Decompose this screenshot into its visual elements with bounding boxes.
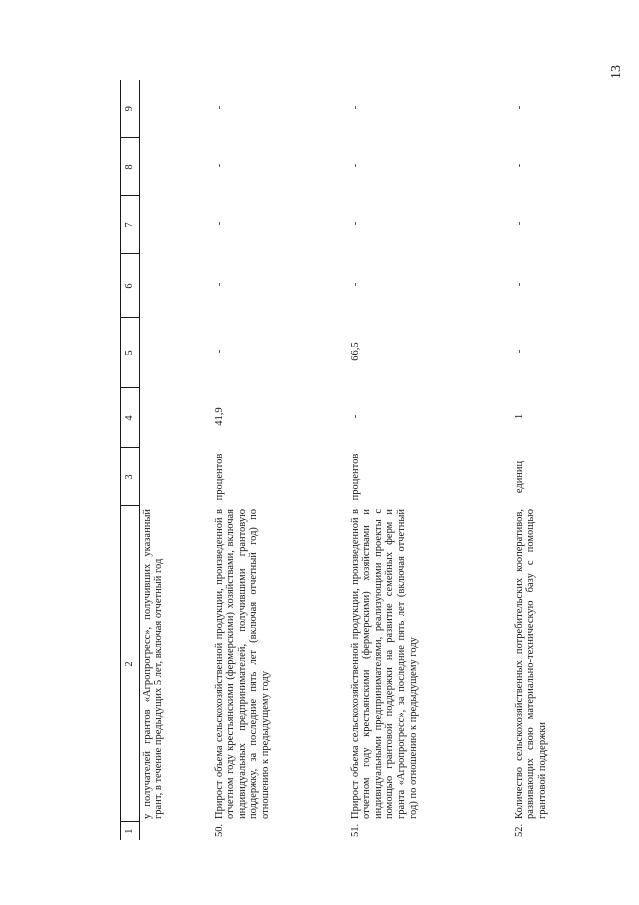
- unit: [139, 448, 200, 506]
- row-number: [139, 822, 200, 840]
- value-col-9: -: [349, 105, 361, 110]
- row-number: 52.: [513, 823, 525, 837]
- value-col-8: -: [213, 163, 225, 168]
- indicator-name: у получателей грантов «Агропрогресс», получивших указанный грант, в течение предыдущих 5 лет, включая отчетный год: [141, 509, 165, 819]
- col-header-8: 8: [121, 138, 140, 196]
- col-header-6: 6: [121, 254, 140, 318]
- value-col-8: -: [513, 163, 525, 168]
- indicator-name: Количество сельскохозяйственных потребительских кооперативов, развивающих свою материально-техническую базу с помощью грантовой поддержки: [513, 509, 548, 819]
- value-col-7: [139, 196, 200, 254]
- table-row: [500, 80, 588, 840]
- value-col-7: -: [513, 221, 525, 226]
- rotated-table-container: [120, 80, 639, 840]
- value-col-6: -: [213, 282, 225, 287]
- table-row: [336, 80, 500, 840]
- value-col-5: -: [213, 349, 225, 354]
- value-col-6: -: [513, 282, 525, 287]
- col-header-9: 9: [121, 80, 140, 138]
- col-header-3: 3: [121, 448, 140, 506]
- value-col-5: -: [513, 349, 525, 354]
- value-col-8: [139, 138, 200, 196]
- table-row: [139, 80, 200, 840]
- unit: процентов: [349, 453, 361, 501]
- col-header-2: 2: [121, 506, 140, 822]
- page-number: 13: [609, 65, 624, 79]
- value-col-5: 66,5: [349, 342, 361, 361]
- value-col-9: [139, 80, 200, 138]
- value-col-6: -: [349, 282, 361, 287]
- value-col-4: 1: [513, 413, 525, 420]
- header-row: [121, 80, 140, 840]
- table-row: [200, 80, 336, 840]
- col-header-1: 1: [121, 822, 140, 840]
- indicator-name: Прирост объема сельскохозяйственной продукции, произведенной в отчетном году крестьянскими (фермерскими) хозяйствами и индивидуальными предпринимателями, реализующими проекты с помощью грантовой поддержки на развитие семейных ферм и гранта «Агропрогресс», за последние пять лет (включая отчетный год) по отношению к предыдущему году: [349, 509, 419, 819]
- value-col-7: -: [213, 221, 225, 226]
- value-col-5: [139, 318, 200, 388]
- value-col-4: -: [349, 414, 361, 419]
- value-col-4: [139, 388, 200, 448]
- value-col-7: -: [349, 221, 361, 226]
- unit: единиц: [513, 460, 525, 494]
- value-col-8: -: [349, 163, 361, 168]
- row-number: 51.: [349, 823, 361, 837]
- col-header-5: 5: [121, 318, 140, 388]
- value-col-9: -: [513, 105, 525, 110]
- indicator-name: Прирост объема сельскохозяйственной продукции, произведенной в отчетном году крестьянскими (фермерскими) хозяйствами, включая индивидуальных предпринимателей, получившими грантовую поддержку, за последние пять лет (включая отчетный год) по отношению к предыдущему году: [213, 509, 271, 819]
- row-number: 50.: [213, 823, 225, 837]
- unit: процентов: [213, 453, 225, 501]
- value-col-4: 41,9: [213, 407, 225, 426]
- value-col-9: -: [213, 105, 225, 110]
- col-header-4: 4: [121, 388, 140, 448]
- indicators-table: [120, 80, 588, 840]
- col-header-7: 7: [121, 196, 140, 254]
- value-col-6: [139, 254, 200, 318]
